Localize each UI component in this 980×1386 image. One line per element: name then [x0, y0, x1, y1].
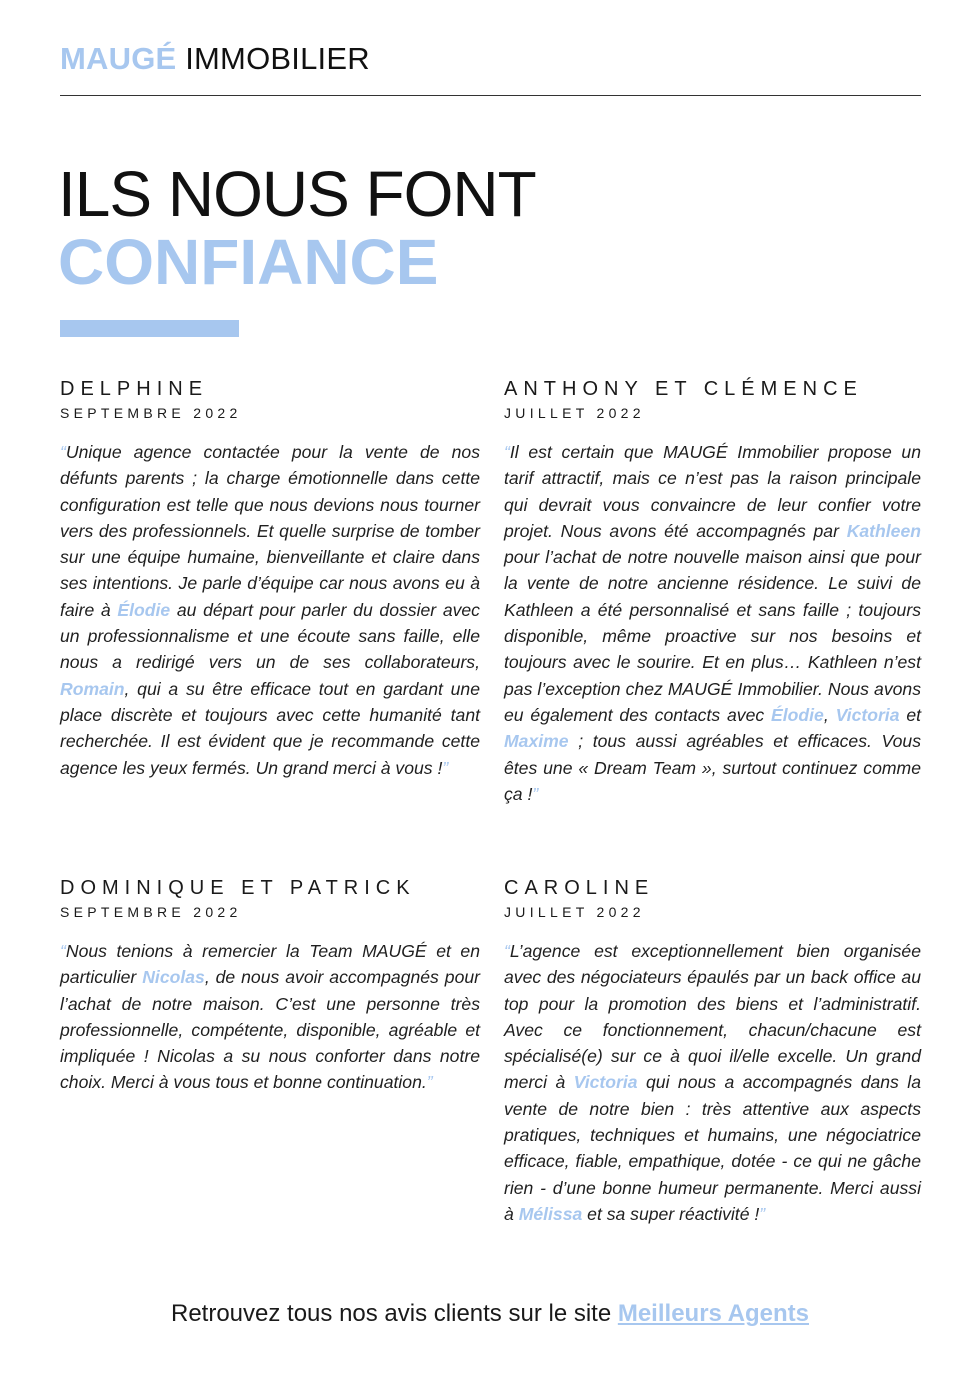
quote-open-icon: “ — [504, 941, 510, 961]
brand-name: MAUGÉ — [60, 41, 177, 76]
meilleurs-agents-link[interactable]: Meilleurs Agents — [617, 1300, 809, 1327]
review-date: JUILLET 2022 — [504, 405, 645, 421]
review-text: “Unique agence contactée pour la vente de nos défunts parents ; la charge émotionnelle dans cette configuration est telle que nous devions nous tourner vers des professionnels. Et quelle surprise de tomber sur une équipe humaine, bienveillante et claire dans ses intentions. Je parle d’équipe car nous avons eu à faire à Élodie au départ pour parler du dossier avec un professionnalisme et une écoute sans faille, elle nous a redirigé vers un de ses collaborateurs, Romain, qui a su être efficace tout en gardant une place discrète et toujours avec cette humanité tant recherchée. Il est évident que je recommande cette agence les yeux fermés. Un grand merci à vous !” — [60, 442, 480, 778]
review-author: ANTHONY ET CLÉMENCE — [504, 378, 863, 400]
highlighted-name: Mélissa — [518, 1203, 583, 1224]
title-accent-bar — [60, 320, 239, 337]
review-card — [504, 876, 921, 1227]
review-card — [60, 876, 480, 1096]
highlighted-name: Élodie — [771, 704, 824, 725]
highlighted-name: Victoria — [573, 1072, 638, 1093]
quote-close-icon: ” — [426, 1072, 433, 1093]
review-date: JUILLET 2022 — [504, 904, 645, 920]
highlighted-name: Nicolas — [142, 967, 205, 988]
header-divider — [60, 95, 921, 96]
review-date: SEPTEMBRE 2022 — [60, 405, 242, 421]
highlighted-name: Maxime — [504, 731, 569, 752]
brand-suffix: IMMOBILIER — [176, 41, 370, 76]
footer-text: Retrouvez tous nos avis clients sur le site — [170, 1300, 618, 1327]
footer-note — [0, 1298, 980, 1330]
quote-open-icon: “ — [60, 442, 66, 462]
review-text: “Nous tenions à remercier la Team MAUGÉ et en particulier Nicolas, de nous avoir accompagnés pour l’achat de notre maison. C’est une personne très professionnelle, compétente, disponible, agréable et impliquée ! Nicolas a su nous conforter dans notre choix. Merci à vous tous et bonne continuation.” — [60, 941, 480, 1093]
page-title-line2: CONFIANCE — [58, 226, 439, 298]
quote-close-icon: ” — [442, 757, 449, 778]
quote-close-icon: ” — [532, 783, 539, 804]
review-card — [504, 377, 921, 807]
highlighted-name: Élodie — [117, 599, 171, 620]
brand-header — [60, 40, 370, 78]
page-title — [58, 160, 536, 296]
quote-open-icon: “ — [60, 941, 66, 961]
highlighted-name: Victoria — [835, 704, 900, 725]
highlighted-name: Romain — [60, 678, 125, 699]
review-text: “L’agence est exceptionnellement bien organisée avec des négociateurs épaulés par un back office au top pour la promotion des biens et l’administratif. Avec ce fonctionnement, chacun/chacune est spécialisé(e) sur ce à quoi il/elle excelle. Un grand merci à Victoria qui nous a accompagnés dans la vente de notre bien : très attentive aux aspects pratiques, techniques et humains, une négociatrice efficace, fiable, empathique, dotée - ce qui ne gâche rien - d’une bonne humeur permanente. Merci aussi à Mélissa et sa super réactivité !” — [504, 941, 921, 1224]
quote-close-icon: ” — [759, 1203, 766, 1224]
review-author: DELPHINE — [60, 378, 209, 400]
review-card — [60, 377, 480, 781]
highlighted-name: Kathleen — [846, 520, 921, 541]
review-author: CAROLINE — [504, 877, 655, 899]
quote-open-icon: “ — [504, 442, 510, 462]
page-title-line1: ILS NOUS FONT — [58, 158, 536, 230]
review-date: SEPTEMBRE 2022 — [60, 904, 242, 920]
review-author: DOMINIQUE ET PATRICK — [60, 877, 416, 899]
review-text: “Il est certain que MAUGÉ Immobilier propose un tarif attractif, mais ce n’est pas la raison principale qui devrait vous convaincre de leur confier votre projet. Nous avons été accompagnés par Kathleen pour l’achat de notre nouvelle maison ainsi que pour la vente de notre ancienne résidence. Le suivi de Kathleen a été personnalisé et sans faille ; toujours disponible, même proactive sur nos besoins et toujours avec le sourire. Et en plus… Kathleen n’est pas l’exception chez MAUGÉ Immobilier. Nous avons eu également des contacts avec Élodie, Victoria et Maxime ; tous aussi agréables et efficaces. Vous êtes une « Dream Team », surtout continuez comme ça !” — [504, 442, 922, 804]
